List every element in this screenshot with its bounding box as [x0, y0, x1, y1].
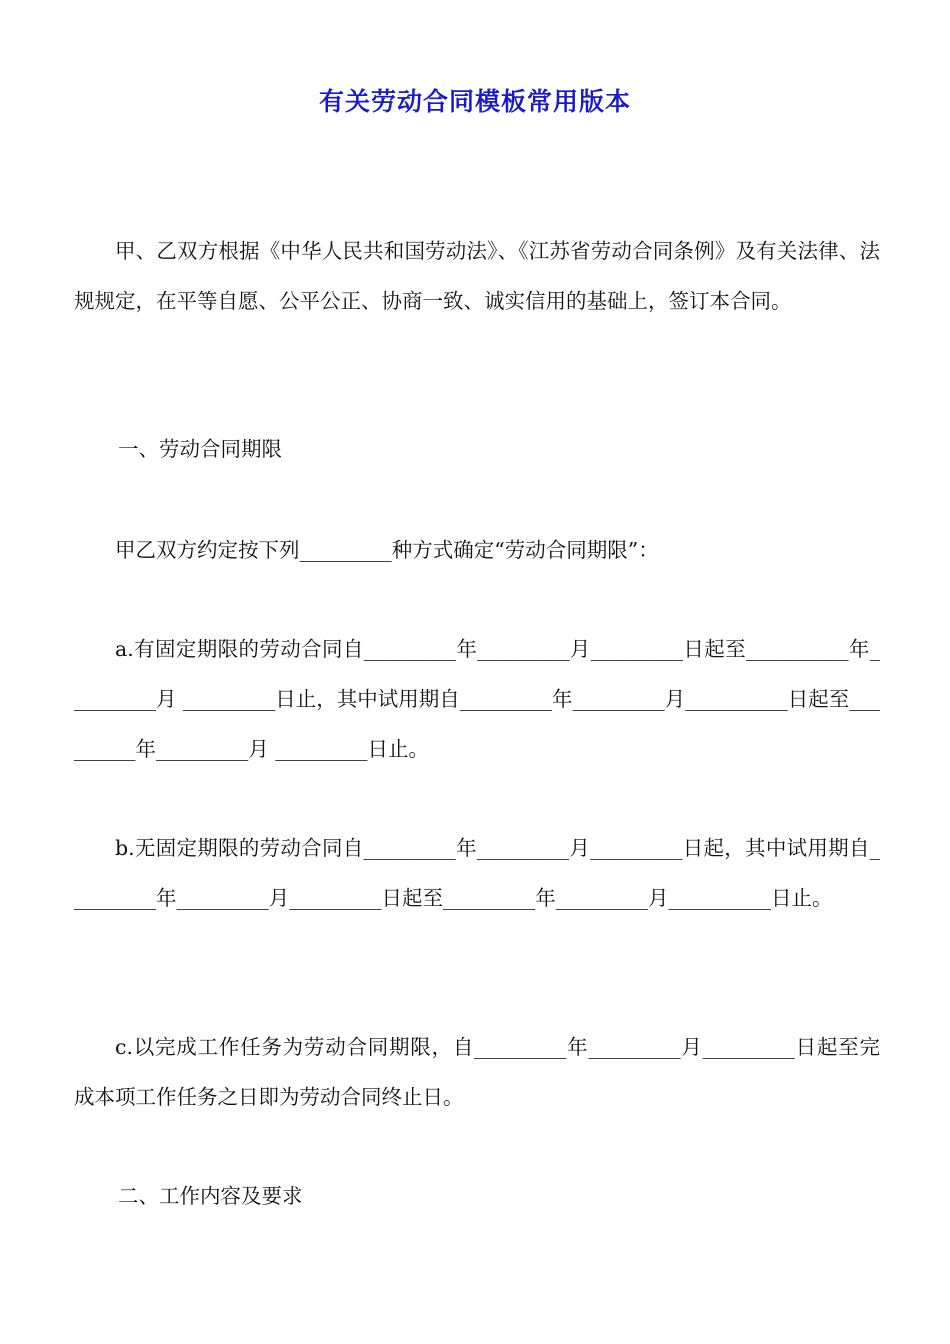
clause-b-open-ended: b.无固定期限的劳动合同自_________年_________月_________日起，其中试用期自_________年_________月_________日起至_________年_________月__________日止。 [74, 836, 880, 910]
intro-paragraph: 甲、乙双方根据《中华人民共和国劳动法》、《江苏省劳动合同条例》及有关法律、法规规定，在平等自愿、公平公正、协商一致、诚实信用的基础上，签订本合同。 [74, 239, 880, 313]
clause-a-fixed-term: a.有固定期限的劳动合同自_________年_________月_________日起至__________年_________月 _________日止，其中试用期自_________年_________月__________日起至_________年_________月 _________日止。 [74, 637, 881, 761]
term-method-paragraph: 甲乙双方约定按下列_________种方式确定“劳动合同期限”： [115, 538, 659, 562]
document-title: 有关劳动合同模板常用版本 [318, 87, 631, 116]
section-heading-job-content: 二、工作内容及要求 [118, 1184, 303, 1208]
section-heading-term: 一、劳动合同期限 [118, 437, 282, 461]
clause-c-task-based: c.以完成工作任务为劳动合同期限，自_________年_________月_________日起至完成本项工作任务之日即为劳动合同终止日。 [74, 1035, 880, 1109]
